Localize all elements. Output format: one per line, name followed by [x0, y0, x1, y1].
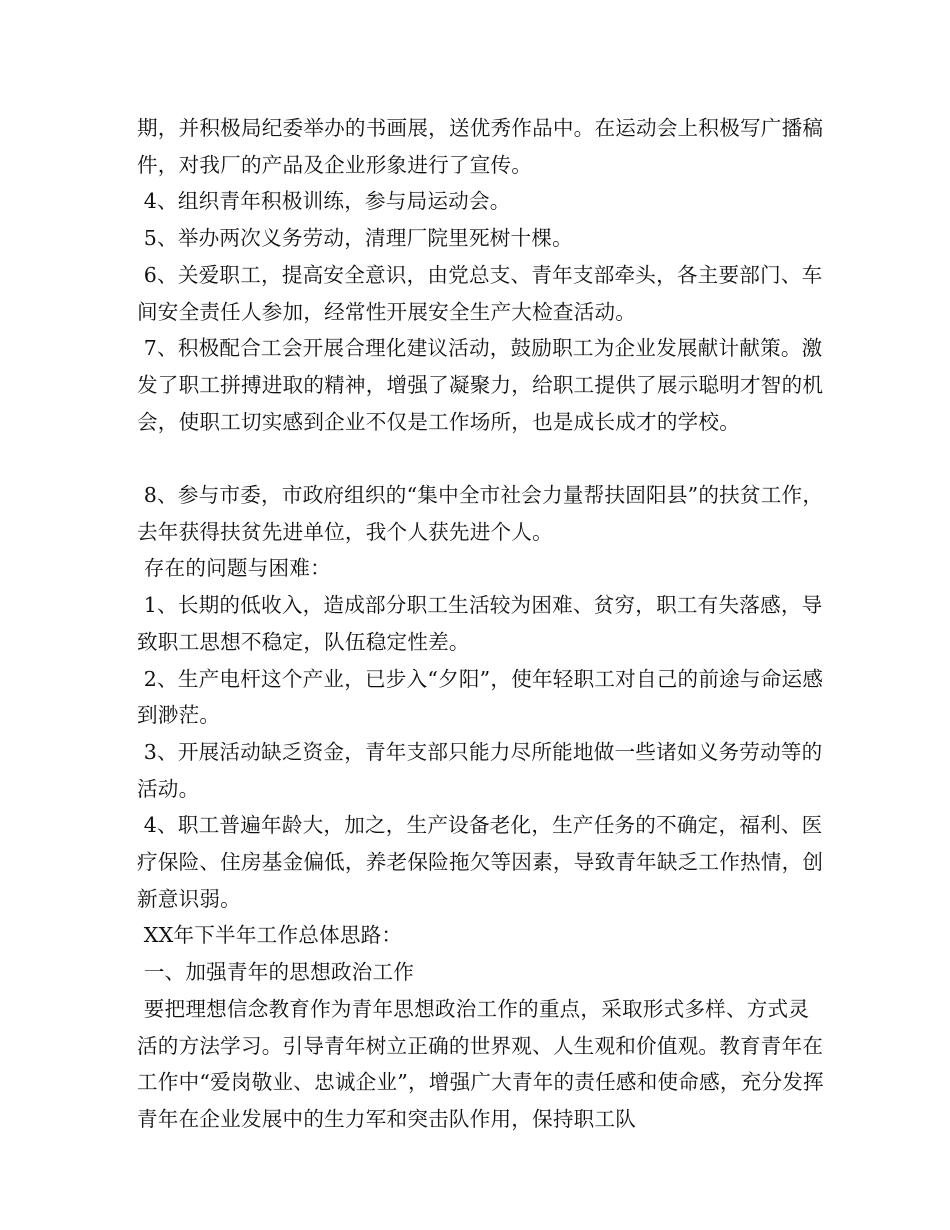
paragraph-5: 7、积极配合工会开展合理化建议活动，鼓励职工为企业发展献计献策。激发了职工拼搏进取的精神，增强了凝聚力，给职工提供了展示聪明才智的机会，使职工切实感到企业不仅是工作场所，也是成长成才的学校。 [137, 336, 824, 434]
section-heading-problems: 存在的问题与困难： [137, 556, 331, 581]
paragraph-4: 6、关爱职工，提高安全意识，由党总支、青年支部牵头，各主要部门、车间安全责任人参加，经常性开展安全生产大检查活动。 [137, 262, 823, 324]
paragraph-11: 要把理想信念教育作为青年思想政治工作的重点，采取形式多样、方式灵活的方法学习。引导青年树立正确的世界观、人生观和价值观。教育青年在工作中“爱岗敬业、忠诚企业”，增强广大青年的责任感和使命感，充分发挥青年在企业发展中的生力军和突击队作用，保持职工队 [137, 996, 824, 1131]
subheading-1: 一、加强青年的思想政治工作 [137, 960, 415, 985]
paragraph-2: 4、组织青年积极训练，参与局运动会。 [137, 189, 511, 214]
paragraph-1: 期，并积极局纪委举办的书画展，送优秀作品中。在运动会上积极写广播稿件，对我厂的产品及企业形象进行了宣传。 [137, 116, 824, 177]
paragraph-9: 3、开展活动缺乏资金，青年支部只能力尽所能地做一些诸如义务劳动等的活动。 [137, 739, 823, 801]
paragraph-6: 8、参与市委，市政府组织的“集中全市社会力量帮扶固阳县”的扶贫工作，去年获得扶贫先进单位，我个人获先进个人。 [137, 483, 824, 544]
section-heading-plan: XX年下半年工作总体思路： [137, 923, 403, 948]
paragraph-10: 4、职工普遍年龄大，加之，生产设备老化，生产任务的不确定，福利、医疗保险、住房基金偏低，养老保险拖欠等因素，导致青年缺乏工作热情，创新意识弱。 [137, 813, 824, 911]
document-body [137, 110, 827, 1138]
paragraph-8: 2、生产电杆这个产业，已步入“夕阳”，使年轻职工对自己的前途与命运感到渺茫。 [137, 666, 824, 728]
paragraph-3: 5、举办两次义务劳动，清理厂院里死树十棵。 [137, 226, 573, 251]
paragraph-7: 1、长期的低收入，造成部分职工生活较为困难、贫穷，职工有失落感，导致职工思想不稳定，队伍稳定性差。 [137, 593, 823, 654]
blank-line [137, 440, 827, 477]
